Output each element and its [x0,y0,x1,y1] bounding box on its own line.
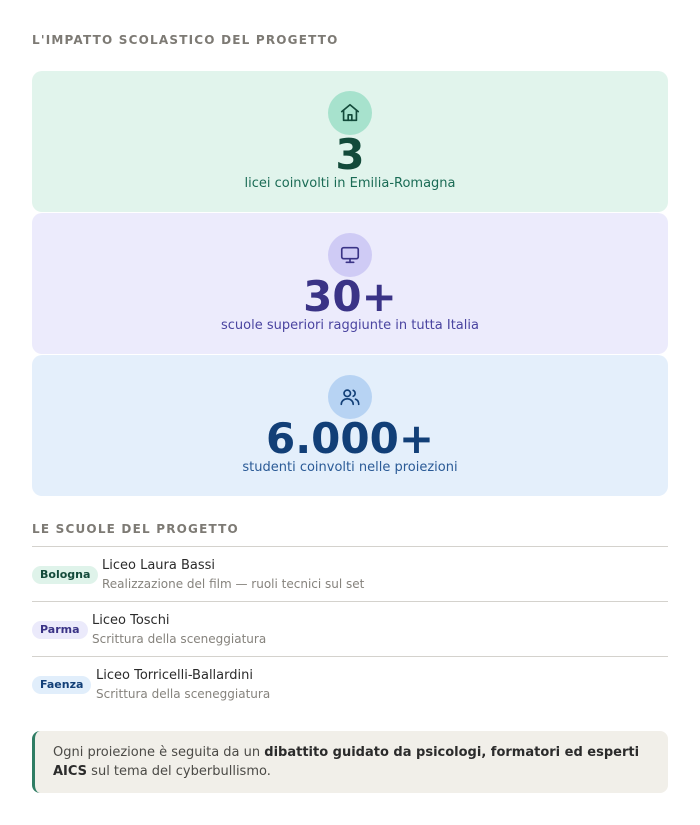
schools-section-title: LE SCUOLE DEL PROGETTO [32,522,239,536]
school-name: Liceo Laura Bassi [102,558,216,573]
stat-card-scuole [32,213,668,354]
city-badge: Faenza [32,676,91,694]
school-role: Scrittura della sceneggiatura [96,687,271,701]
stat-caption: studenti coinvolti nelle proiezioni [242,460,458,475]
stat-value: 6.000+ [265,414,435,463]
monitor-icon [328,233,372,277]
debate-note [32,731,668,793]
city-badge: Bologna [32,566,98,584]
impact-section-title: L'IMPATTO SCOLASTICO DEL PROGETTO [32,33,339,47]
school-row-parma [32,602,668,656]
school-name: Liceo Torricelli-Ballardini [96,668,253,683]
stat-caption: licei coinvolti in Emilia-Romagna [244,176,456,191]
note-text-before: Ogni proiezione è seguita da un [53,745,265,760]
note-text-bold: dibattito guidato da psicologi, formatori ed esperti AICS [53,745,640,779]
home-icon [328,91,372,135]
school-name: Liceo Toschi [92,613,170,628]
stat-card-studenti [32,355,668,496]
city-badge: Parma [32,621,88,639]
stat-caption: scuole superiori raggiunte in tutta Italia [221,318,479,333]
users-icon [328,375,372,419]
stat-card-licei [32,71,668,212]
school-row-faenza [32,657,668,711]
school-role: Scrittura della sceneggiatura [92,632,267,646]
school-row-bologna [32,547,668,601]
note-text-after: sul tema del cyberbullismo. [87,764,271,779]
stat-value: 3 [335,130,365,179]
school-role: Realizzazione del film — ruoli tecnici sul set [102,577,365,591]
stat-value: 30+ [303,272,397,321]
